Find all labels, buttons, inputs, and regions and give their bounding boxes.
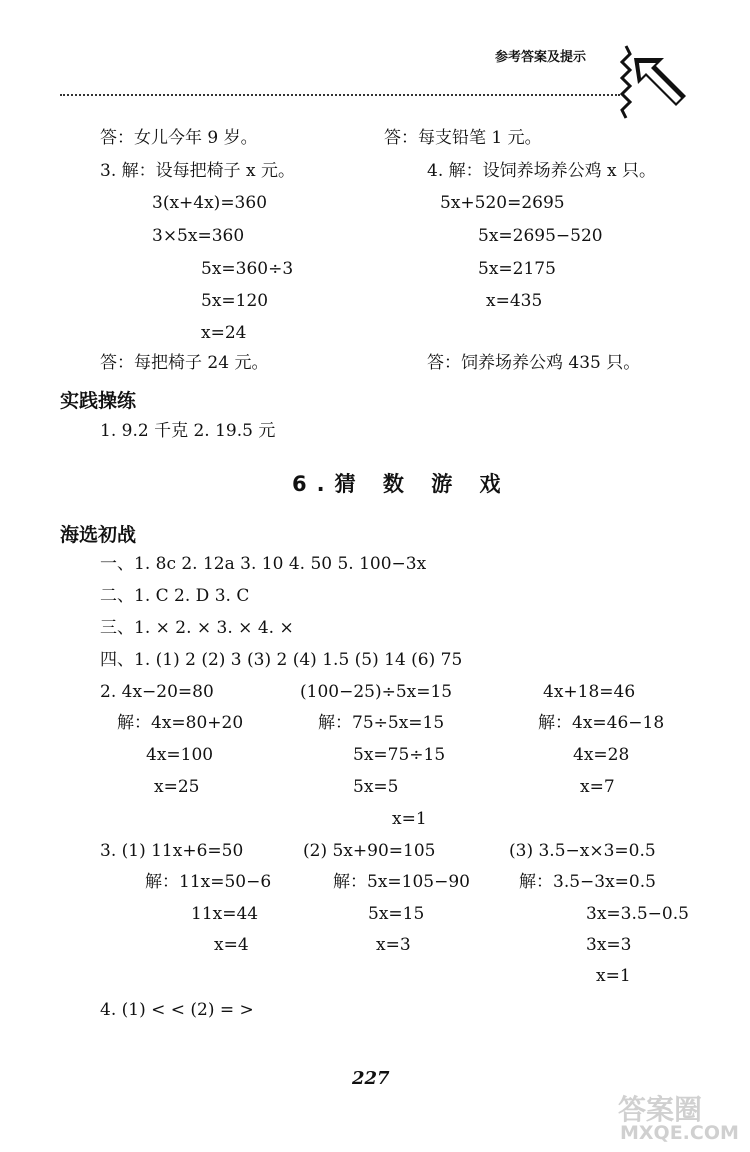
q3b-col1-line1: 3. (1) 11x+6=50 [100,841,244,861]
answers-row-4: 四、1. (1) 2 (2) 3 (3) 2 (4) 1.5 (5) 14 (6) 75 [100,650,463,670]
q3b-col2-line4: x=3 [376,935,411,955]
q2-col3-line3: 4x=28 [573,745,630,765]
q3-setup: 3. 解：设每把椅子 x 元。 [100,161,296,181]
q3-conclusion: 答：每把椅子 24 元。 [100,353,269,373]
practice-answer: 1. 9.2 千克 2. 19.5 元 [100,421,276,441]
q3-step5: x=24 [201,323,247,343]
q3b-col3-line3: 3x=3.5−0.5 [586,904,689,924]
q3b-col3-line2: 解：3.5−3x=0.5 [519,872,656,892]
q4-conclusion: 答：饲养场养公鸡 435 只。 [427,353,641,373]
q3b-col3-line4: 3x=3 [586,935,632,955]
q2-col2-line5: x=1 [392,809,427,829]
answer-q1-conclusion: 答：每支铅笔 1 元。 [384,128,542,148]
header-divider [60,94,620,96]
q2-col2-line1: (100−25)÷5x=15 [300,682,453,702]
answers-row-1: 一、1. 8c 2. 12a 3. 10 4. 50 5. 100−3x [100,554,427,574]
q3b-col2-line1: (2) 5x+90=105 [303,841,436,861]
answer-q2-conclusion: 答：女儿今年 9 岁。 [100,128,258,148]
section-heading: 海选初战 [60,524,137,546]
q4-step2: 5x=2695−520 [478,226,603,246]
q2-col3-line1: 4x+18=46 [543,682,636,702]
section-title: 6.猜 数 游 戏 [292,472,511,496]
q3b-col3-line5: x=1 [596,966,631,986]
q4-setup: 4. 解：设饲养场养公鸡 x 只。 [427,161,657,181]
q3-step3: 5x=360÷3 [201,259,294,279]
page-number: 227 [352,1068,390,1089]
q4-step4: x=435 [486,291,543,311]
q2-col2-line4: 5x=5 [353,777,399,797]
q2-col1-line2: 解：4x=80+20 [117,713,244,733]
q2-col3-line4: x=7 [580,777,615,797]
q4-step3: 5x=2175 [478,259,556,279]
watermark-logo: 答案圈 [618,1093,703,1126]
q3b-col2-line3: 5x=15 [368,904,425,924]
q3b-col1-line2: 解：11x=50−6 [145,872,272,892]
q2-col2-line3: 5x=75÷15 [353,745,446,765]
q3b-col1-line4: x=4 [214,935,249,955]
answers-row-3: 三、1. × 2. × 3. × 4. × [100,618,294,638]
q3b-col1-line3: 11x=44 [191,904,259,924]
q3-step4: 5x=120 [201,291,269,311]
running-header: 参考答案及提示 [495,50,587,65]
q2-col1-line4: x=25 [154,777,200,797]
q4-step1: 5x+520=2695 [440,193,565,213]
answers-row-2: 二、1. C 2. D 3. C [100,586,250,606]
q2-col2-line2: 解：75÷5x=15 [318,713,445,733]
q3-step2: 3×5x=360 [152,226,245,246]
q4-comparisons: 4. (1) < < (2) = > [100,1000,254,1020]
q3b-col3-line1: (3) 3.5−x×3=0.5 [509,841,656,861]
q2-col3-line2: 解：4x=46−18 [538,713,665,733]
q3-step1: 3(x+4x)=360 [152,193,268,213]
practice-heading: 实践操练 [60,390,137,412]
q2-col1-line3: 4x=100 [146,745,214,765]
q2-col1-line1: 2. 4x−20=80 [100,682,214,702]
q3b-col2-line2: 解：5x=105−90 [333,872,470,892]
watermark-url: MXQE.COM [620,1122,739,1144]
arrow-up-left-icon [612,42,692,122]
